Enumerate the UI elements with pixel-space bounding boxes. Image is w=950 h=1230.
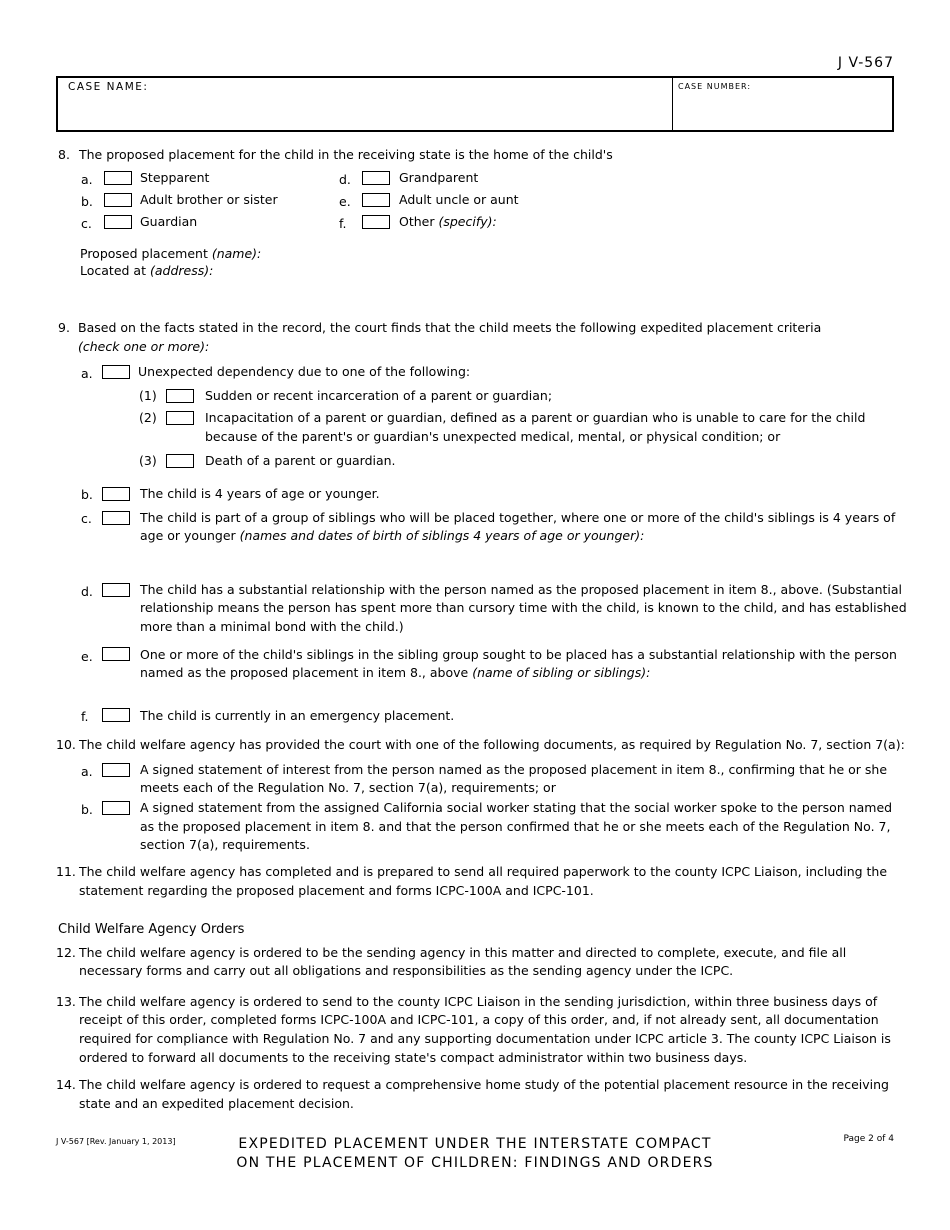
footer-title-line2: ON THE PLACEMENT OF CHILDREN: FINDINGS AND ORDERS xyxy=(236,1155,714,1171)
item-9f-letter: f. xyxy=(81,709,89,724)
item-13-line4: ordered to forward all documents to the receiving state's compact administrator within two business days. xyxy=(79,1050,748,1065)
item-8a-letter: a. xyxy=(81,172,93,187)
item-10b-line1: A signed statement from the assigned California social worker stating that the social worker spoke to the person named xyxy=(140,800,893,815)
item-8-number: 8. xyxy=(58,147,70,162)
item-9a3-checkbox[interactable] xyxy=(166,454,194,468)
item-9-text: Based on the facts stated in the record, the court finds that the child meets the following expedited placement criteria xyxy=(78,320,822,335)
item-13-line1: The child welfare agency is ordered to send to the county ICPC Liaison in the sending jurisdiction, within three business days of xyxy=(79,994,878,1009)
item-9b-letter: b. xyxy=(81,487,93,502)
item-8e-letter: e. xyxy=(339,194,351,209)
case-number-label: CASE NUMBER: xyxy=(678,82,752,91)
item-9a2-line1: Incapacitation of a parent or guardian, defined as a parent or guardian who is unable to care for the child xyxy=(205,410,866,425)
item-8d-letter: d. xyxy=(339,172,351,187)
item-8c-checkbox[interactable] xyxy=(104,215,132,229)
item-9d-line3: more than a minimal bond with the child.) xyxy=(140,619,404,634)
item-8d-checkbox[interactable] xyxy=(362,171,390,185)
item-9-instruction: (check one or more): xyxy=(78,339,210,354)
item-11-number: 11. xyxy=(56,864,76,879)
footer-page-number: Page 2 of 4 xyxy=(843,1134,894,1144)
item-9a-checkbox[interactable] xyxy=(102,365,130,379)
item-10a-letter: a. xyxy=(81,764,93,779)
item-13-number: 13. xyxy=(56,994,76,1009)
item-10-text: The child welfare agency has provided the court with one of the following documents, as required by Regulation No. 7, section 7(a): xyxy=(79,737,905,752)
item-9a2-line2: because of the parent's or guardian's unexpected medical, mental, or physical condition; or xyxy=(205,429,781,444)
case-box-divider xyxy=(672,78,673,130)
item-9f-checkbox[interactable] xyxy=(102,708,130,722)
item-8d-label: Grandparent xyxy=(399,170,479,185)
item-10-number: 10. xyxy=(56,737,76,752)
item-14-line2: state and an expedited placement decision. xyxy=(79,1096,354,1111)
item-8-text: The proposed placement for the child in the receiving state is the home of the child's xyxy=(79,147,613,162)
item-10a-line2: meets each of the Regulation No. 7, section 7(a), requirements; or xyxy=(140,780,556,795)
item-9d-checkbox[interactable] xyxy=(102,583,130,597)
item-8f-letter: f. xyxy=(339,216,347,231)
item-9d-line2: relationship means the person has spent more than cursory time with the child, is known to the child, and has established xyxy=(140,600,907,615)
item-11-line2: statement regarding the proposed placement and forms ICPC-100A and ICPC-101. xyxy=(79,883,594,898)
item-13-line3: required for compliance with Regulation No. 7 and any supporting documentation under ICPC article 3. The county ICPC Liaison is xyxy=(79,1031,891,1046)
item-8c-letter: c. xyxy=(81,216,92,231)
item-8f-checkbox[interactable] xyxy=(362,215,390,229)
item-9a1-label: Sudden or recent incarceration of a parent or guardian; xyxy=(205,388,553,403)
item-9c-line1: The child is part of a group of siblings who will be placed together, where one or more of the child's siblings is 4 years of xyxy=(140,510,896,525)
item-8f-label: Other (specify): xyxy=(399,214,497,229)
item-14-number: 14. xyxy=(56,1077,76,1092)
item-9a2-number: (2) xyxy=(139,410,157,425)
item-8b-letter: b. xyxy=(81,194,93,209)
item-10b-line3: section 7(a), requirements. xyxy=(140,837,310,852)
item-9a-letter: a. xyxy=(81,366,93,381)
footer-title-line1: EXPEDITED PLACEMENT UNDER THE INTERSTATE COMPACT xyxy=(238,1136,712,1152)
item-11-line1: The child welfare agency has completed and is prepared to send all required paperwork to the county ICPC Liaison, including the xyxy=(79,864,888,879)
item-10a-checkbox[interactable] xyxy=(102,763,130,777)
item-9e-line2: named as the proposed placement in item 8., above (name of sibling or siblings): xyxy=(140,665,651,680)
item-10b-line2: as the proposed placement in item 8. and that the person confirmed that he or she meets each of the Regulation No. 7, xyxy=(140,819,891,834)
item-9b-label: The child is 4 years of age or younger. xyxy=(140,486,380,501)
case-name-field[interactable] xyxy=(62,96,666,128)
item-9e-letter: e. xyxy=(81,649,93,664)
item-9-number: 9. xyxy=(58,320,70,335)
item-10a-line1: A signed statement of interest from the person named as the proposed placement in item 8., confirming that he or she xyxy=(140,762,888,777)
item-12-number: 12. xyxy=(56,945,76,960)
proposed-placement-address-label: Located at (address): xyxy=(80,263,214,278)
case-name-label: CASE NAME: xyxy=(68,81,149,93)
item-12-line1: The child welfare agency is ordered to be the sending agency in this matter and directed to complete, execute, and file all xyxy=(79,945,847,960)
item-12-line2: necessary forms and carry out all obligations and responsibilities as the sending agency under the ICPC. xyxy=(79,963,734,978)
section-heading-orders: Child Welfare Agency Orders xyxy=(58,922,245,937)
item-8b-label: Adult brother or sister xyxy=(140,192,278,207)
proposed-placement-name-label: Proposed placement (name): xyxy=(80,246,262,261)
item-9c-letter: c. xyxy=(81,511,92,526)
item-13-line2: receipt of this order, completed forms ICPC-100A and ICPC-101, a copy of this order, and, if not already sent, all documentation xyxy=(79,1012,879,1027)
item-9a3-label: Death of a parent or guardian. xyxy=(205,453,396,468)
item-9c-line2: age or younger (names and dates of birth of siblings 4 years of age or younger): xyxy=(140,528,645,543)
item-9b-checkbox[interactable] xyxy=(102,487,130,501)
item-8a-label: Stepparent xyxy=(140,170,210,185)
item-8b-checkbox[interactable] xyxy=(104,193,132,207)
item-10b-letter: b. xyxy=(81,802,93,817)
item-9a2-checkbox[interactable] xyxy=(166,411,194,425)
item-8e-label: Adult uncle or aunt xyxy=(399,192,519,207)
item-9c-checkbox[interactable] xyxy=(102,511,130,525)
form-id: J V-567 xyxy=(837,55,894,71)
item-14-line1: The child welfare agency is ordered to request a comprehensive home study of the potential placement resource in the receiving xyxy=(79,1077,889,1092)
item-9a1-number: (1) xyxy=(139,388,157,403)
item-9a-label: Unexpected dependency due to one of the following: xyxy=(138,364,471,379)
item-9f-label: The child is currently in an emergency placement. xyxy=(140,708,455,723)
item-8e-checkbox[interactable] xyxy=(362,193,390,207)
footer-form-revision: J V-567 [Rev. January 1, 2013] xyxy=(56,1137,176,1146)
item-8a-checkbox[interactable] xyxy=(104,171,132,185)
case-number-field[interactable] xyxy=(678,96,888,128)
case-header-box xyxy=(56,76,894,132)
item-9d-letter: d. xyxy=(81,584,93,599)
item-9d-line1: The child has a substantial relationship with the person named as the proposed placement in item 8., above. (Substantial xyxy=(140,582,902,597)
item-9a3-number: (3) xyxy=(139,453,157,468)
item-9e-line1: One or more of the child's siblings in the sibling group sought to be placed has a substantial relationship with the person xyxy=(140,647,897,662)
item-10b-checkbox[interactable] xyxy=(102,801,130,815)
item-9a1-checkbox[interactable] xyxy=(166,389,194,403)
item-8c-label: Guardian xyxy=(140,214,198,229)
item-9e-checkbox[interactable] xyxy=(102,647,130,661)
